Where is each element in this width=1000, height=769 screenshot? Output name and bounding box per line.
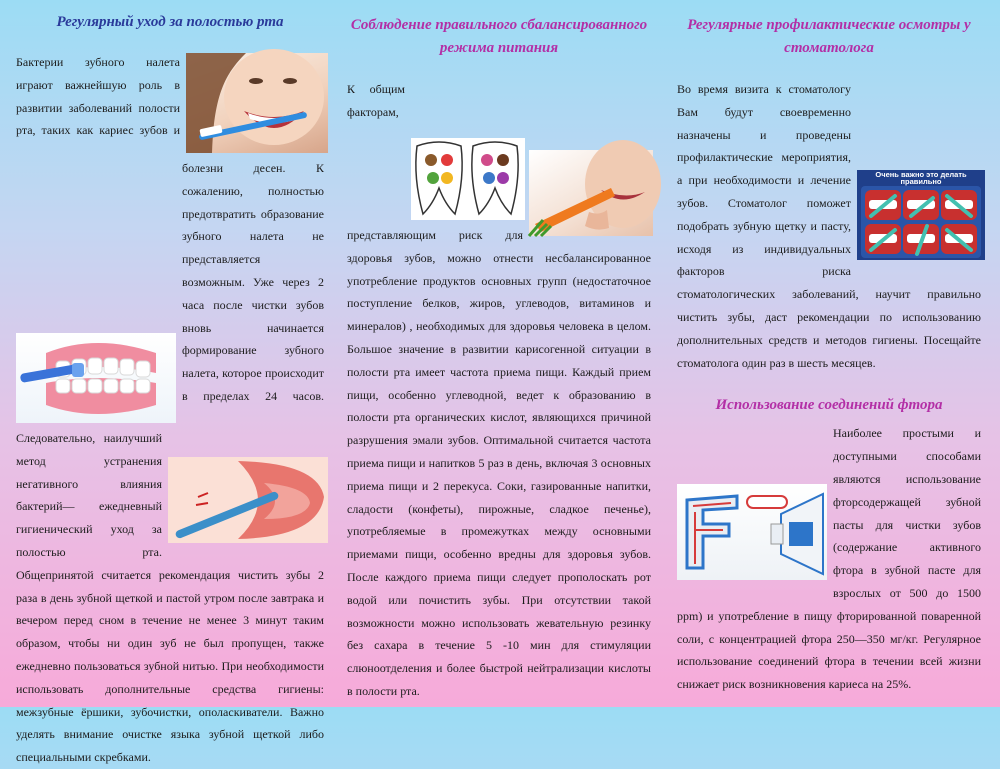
checkups-title: Регулярные профилактические осмотры у стоматолога: [687, 17, 971, 56]
tongue-cleaning-image: [168, 457, 328, 543]
brushing-image-caption: Очень важно это делать правильно: [875, 170, 967, 186]
nutrition-title: Соблюдение правильного сбалансированного режима питания: [350, 17, 648, 56]
smiling-woman-brushing-image: [186, 53, 328, 153]
column-checkups: [677, 0, 981, 707]
toothpaste-tube-icon: [677, 484, 827, 580]
woman-biting-carrot-image: [529, 150, 653, 236]
nutrition-paragraph: К общим факторам, представляющим риск для здоровья зубов, можно отнести несбалансированное употребление продуктов основных групп (недостаточное поступление белков, жиров, углеводов, витаминов и минералов) , необходимых для здоровья человека в целом. Большое значение в развитии карисогенной ситуации в полости рта имеет частота приема пищи. Каждый прием пищи, особенно углеводной, ведет к образованию в полости рта органических кислот, являющихся причиной разрушения эмали зубов. Оптимальной считается частота приема пищи и напитков 5 раз в день, включая 3 основных приема пищи и 2 перекуса. Соки, газированные напитки, сладости (конфеты), пирожные, сладкое печенье), употребляемые в промежутках между основными приемами пищи, особенно вредны для здоровья зубов. После каждого приема пищи следует прополоскать рот водой или почистить зубы. При отсутствии такой возможности можно использовать жевательную резинку без сахара в течение 5 -10 мин для стимуляции слюноотделения и более быстрой нейтрализации кислоты в полости рта.: [347, 82, 651, 698]
nutrition-body: [347, 78, 651, 703]
column-nutrition: [347, 0, 651, 707]
fluoride-body: [677, 422, 981, 696]
tongue-scraper-icon: [168, 457, 328, 543]
toothpaste-fluoride-image: [677, 484, 827, 580]
checkups-body: [677, 78, 981, 374]
teeth-food-drawing-image: [411, 138, 525, 220]
hygiene-body: [16, 51, 324, 769]
woman-smile-icon: [186, 53, 328, 153]
column-hygiene: [16, 0, 324, 765]
hygiene-title: Регулярный уход за полостью рта: [56, 14, 284, 30]
dental-model-floss-image: [16, 333, 176, 423]
fluoride-title: Использование соединений фтора: [715, 397, 943, 414]
hygiene-paragraph: Бактерии зубного налета играют важнейшую роль в развитии заболеваний полости рта, таких как кариес зубов и болезни десен. К сожалению, полностью предотвратить образование зубного налета не представляется возможным. Уже через 2 часа после чистки зубов вновь начинается формирование зубного налета, которое происходит в пределах 24 часов. Следовательно, наилучший метод устранения негативного влияния бактерий— ежедневный гигиенический уход за полостью рта. Общепринятой считается рекомендация чистить зубы 2 раза в день зубной щеткой и пастой утром после завтрака и вечером перед сном в течение не менее 3 минут таким образом, чтобы ни один зуб не был пропущен, также ежедневно пользоваться зубной нитью. При необходимости использовать дополнительные средства гигиены: межзубные ёршики, зубочистки, ополаскиватели. Важно уделять внимание очистке языка зубной щеткой либо специальными скребками.: [16, 55, 324, 765]
cartoon-teeth-icon: [411, 138, 525, 220]
carrot-icon: [529, 150, 653, 236]
brushing-technique-image: [857, 170, 985, 260]
teeth-model-icon: [16, 333, 176, 423]
fluoride-paragraph: Наиболее простыми и доступными способами являются использование фторсодержащей зубной пасты для чистки зубов (содержание активного фтора в зубной пасте для взрослых от 500 до 1500 ppm) и употребление в пищу фторированной поваренной соли, с концентрацией фтора 250—350 мг/кг. Регулярное использование соединений фтора в течении всей жизни снижает риск возникновения кариеса на 25%.: [677, 426, 981, 692]
checkups-paragraph: Во время визита к стоматологу Вам будут своевременно назначены и проведены профилактические мероприятия, а при необходимости и лечение зубов. Стоматолог поможет подобрать зубную щетку и пасту, исходя из индивидуальных факторов риска стоматологических заболеваний, научит правильно чистить зубы, даст рекомендации по использованию дополнительных средств и методов гигиены. Посещайте стоматолога один раз в шесть месяцев.: [677, 82, 981, 370]
